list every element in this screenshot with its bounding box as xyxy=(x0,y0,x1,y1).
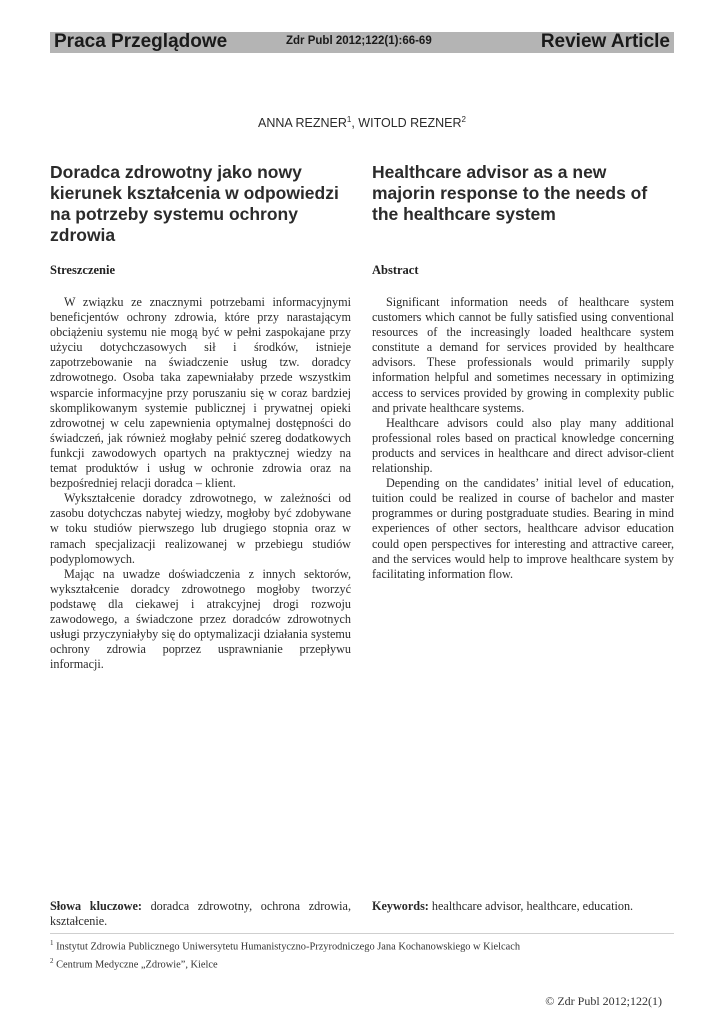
abstract-paragraph: W związku ze znacznymi potrzebami informacyjnymi beneficjentów ochrony zdrowia, które przy narastającym obciążeniu systemu nie mogą być w pełni zaspokajane przy użyciu dotychczasowych sił i środków, istnieje zapotrzebowanie na świadczenie usług tzw. doradcy zdrowotnego. Osoba taka zapewniałaby przede wszystkim wsparcie informacyjne przy poruszaniu się w coraz bardziej skomplikowanym systemie publicznej i prywatnej opieki zdrowotnej w celu zapewnienia optymalnej dostępności do świadczeń, jak również mogłaby pełnić szereg dodatkowych funkcji zawodowych opartych na praktycznej wiedzy na temat produktów i usług w ochronie zdrowia oraz na bezpośredniej relacji doradca – klient. xyxy=(50,295,351,491)
author-affiliation-mark: 2 xyxy=(461,115,466,124)
keywords-text-en: healthcare advisor, healthcare, education. xyxy=(428,899,634,913)
journal-header-band xyxy=(50,32,674,53)
abstract-paragraph: Significant information needs of healthcare system customers which cannot be fully satisfied using conventional resources of the increasingly loaded healthcare system constitute a demand for services provided by healthcare advisors. These professionals would primarily supply information helpful and sometimes necessary in optimizing access to services provided by growing in complexity public and private healthcare systems. xyxy=(372,295,674,415)
footnote-text: Centrum Medyczne „Zdrowie”, Kielce xyxy=(53,959,218,971)
abstract-heading-pl: Streszczenie xyxy=(50,263,116,277)
title-english: Healthcare advisor as a new majorin response to the needs of the healthcare system xyxy=(372,162,648,224)
journal-citation: Zdr Publ 2012;122(1):66-69 xyxy=(286,35,432,47)
abstract-paragraph: Wykształcenie doradcy zdrowotnego, w zależności od zasobu dotychczas nabytej wiedzy, mogłoby być zdobywane w toku studiów pierwszego lub drugiego stopnia oraz w ramach specjalizacji realizowanej w przebiegu studiów podyplomowych. xyxy=(50,491,351,566)
abstract-paragraph: Mając na uwadze doświadczenia z innych sektorów, wykształcenie doradcy zdrowotnego mogłoby tworzyć podstawę dla ciekawej i atrakcyjnej drogi rozwoju zawodowego, a świadczone przez doradców zdrowotnych usługi przyczyniałyby się do optymalizacji działania systemu ochrony zdrowia poprzez usprawnianie przepływu informacji. xyxy=(50,566,351,672)
abstract-heading-en: Abstract xyxy=(372,263,419,277)
title-polish: Doradca zdrowotny jako nowy kierunek kształcenia w odpowiedzi na potrzeby systemu ochrony zdrowia xyxy=(50,162,339,245)
keywords-pl xyxy=(50,899,351,929)
section-label-en: Review Article xyxy=(540,31,670,52)
keywords-text-pl: doradca zdrowotny, ochrona zdrowia, kształcenie. xyxy=(50,899,351,929)
author-affiliation-mark: 1 xyxy=(346,115,352,124)
footnote xyxy=(50,954,674,972)
abstract-paragraph: Healthcare advisors could also play many additional professional roles based on practical knowledge concerning products and services in healthcare and direct advisor-client relationship. xyxy=(372,415,674,476)
author-separator: , xyxy=(351,116,359,131)
author-name: WITOLD REZNER xyxy=(358,116,462,131)
footnote xyxy=(50,936,674,954)
abstract-body-pl xyxy=(50,295,351,672)
footnote-number: 1 xyxy=(50,939,54,947)
author-name: ANNA REZNER xyxy=(257,116,347,131)
footnote-number: 2 xyxy=(50,957,54,966)
keywords-en xyxy=(372,899,674,914)
section-label-pl: Praca Przeglądowe xyxy=(54,31,228,52)
footnotes xyxy=(50,936,674,973)
abstract-paragraph: Depending on the candidates’ initial level of education, tuition could be realized in course of bachelor and master programmes or during postgraduate studies. Bearing in mind experiences of other sectors, healthcare advisor education could open perspectives for interesting and attractive career, and the services would help to improve healthcare system by facilitating information flow. xyxy=(372,476,674,581)
page-footer-copyright: © Zdr Publ 2012;122(1) xyxy=(545,994,662,1008)
abstract-body-en xyxy=(372,295,674,582)
keywords-label-en: Keywords: xyxy=(372,899,429,913)
footnote-divider xyxy=(50,933,674,934)
footnote-text: Instytut Zdrowia Publicznego Uniwersytetu Humanistyczno-Przyrodniczego Jana Kochanowskiego w Kielcach xyxy=(53,941,521,953)
author-list xyxy=(0,115,724,130)
keywords-label-pl: Słowa kluczowe: xyxy=(50,899,142,913)
